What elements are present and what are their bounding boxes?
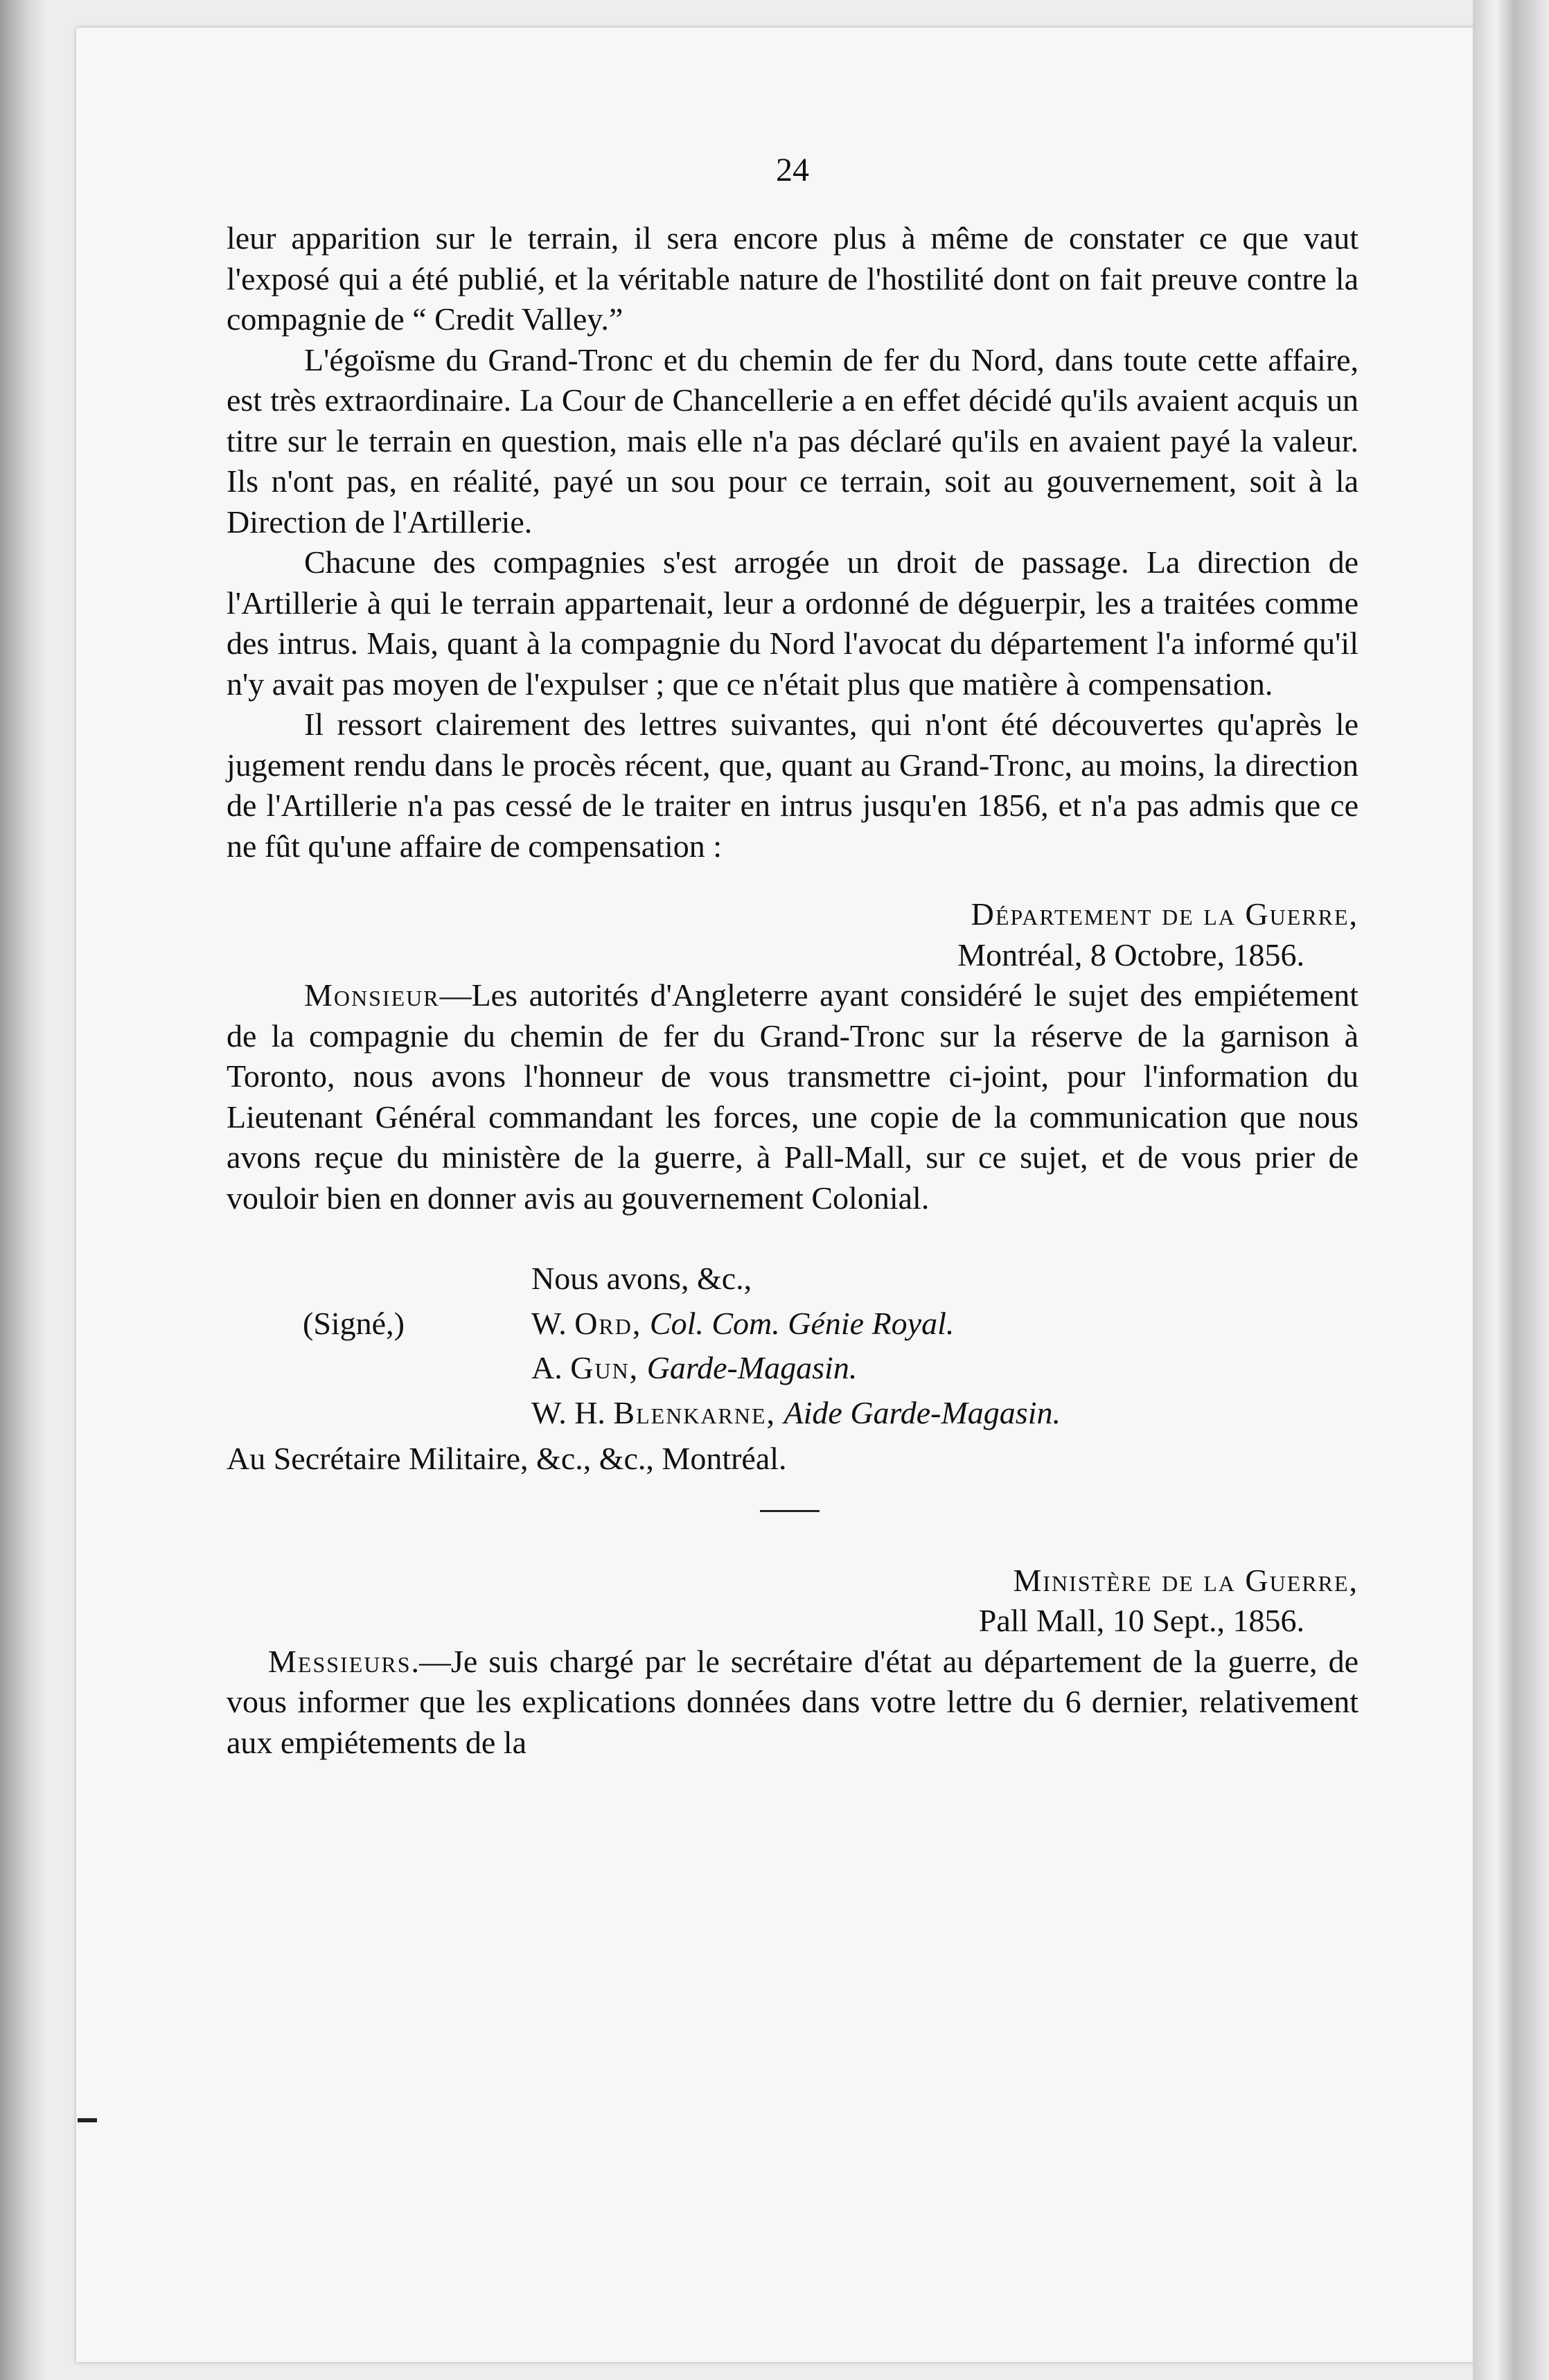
page-edges <box>1473 0 1549 2380</box>
page-number: 24 <box>776 152 809 188</box>
letter2-heading: Ministère de la Guerre, <box>1013 1562 1358 1598</box>
letter2-body <box>227 1642 1358 1764</box>
signature-3 <box>227 1393 1358 1434</box>
signed-label: (Signé,) <box>303 1305 405 1341</box>
letter1-closing: Nous avons, &c., <box>531 1261 752 1296</box>
signature-2 <box>227 1348 1358 1389</box>
letter1-salutation: Monsieur <box>304 977 440 1013</box>
letter1-heading: Département de la Guerre, <box>971 896 1358 932</box>
letter1-text: —Les autorités d'Angleterre ayant considéré le sujet des empiétement de la compagnie du chemin de fer du Grand-Tronc sur la réserve de la garnison à Toronto, nous avons l'honneur de vous transmettre ci-joint, pour l'information du Lieutenant Général commandant les forces, une copie de la communication que nous avons reçue du ministère de la guerre, à Pall-Mall, sur ce sujet, et de vous prier de vouloir bien en donner avis au gouvernement Colonial. <box>227 977 1358 1216</box>
letter2-text: .—Je suis chargé par le secrétaire d'état au département de la guerre, de vous informer que les explications données dans votre lettre du 6 dernier, relativement aux empiétements de la <box>227 1643 1358 1760</box>
signatory-surname: Ord, <box>574 1305 642 1341</box>
letter2-salutation: Messieurs <box>268 1643 411 1679</box>
signatory-title: Col. Com. Génie Royal. <box>649 1305 955 1341</box>
signatory-initials: W. H. <box>531 1394 605 1430</box>
signatory-surname: Gun, <box>570 1350 639 1385</box>
margin-mark <box>78 2118 97 2122</box>
letter1-date: Montréal, 8 Octobre, 1856. <box>957 936 1304 973</box>
signatory-initials: A. <box>531 1350 563 1385</box>
letter1-addressee: Au Secrétaire Militaire, &c., &c., Montréal. <box>227 1441 787 1476</box>
section-divider <box>760 1510 820 1512</box>
signatory-title: Garde-Magasin. <box>646 1350 858 1385</box>
signatory-title: Aide Garde-Magasin. <box>784 1394 1061 1430</box>
paragraph-1: leur apparition sur le terrain, il sera encore plus à même de constater ce que vaut l'exposé qui a été publié, et la véritable nature de l'hostilité dont on fait preuve contre la compagnie de “ Credit Valley.” <box>227 220 1358 337</box>
paragraph-4: Il ressort clairement des lettres suivantes, qui n'ont été découvertes qu'après le jugement rendu dans le procès récent, que, quant au Grand-Tronc, au moins, la direction de l'Artillerie n'a pas cessé de le traiter en intrus jusqu'en 1856, et n'a pas admis que ce ne fût qu'une affaire de compensation : <box>227 707 1358 864</box>
letter2-date: Pall Mall, 10 Sept., 1856. <box>978 1603 1304 1638</box>
paragraph-3: Chacune des compagnies s'est arrogée un droit de passage. La direction de l'Artillerie à qui le terrain appartenait, leur a ordonné de déguerpir, les a traitées comme des intrus. Mais, quant à la compagnie du Nord l'avocat du département l'a informé qu'il n'y avait pas moyen de l'expulser ; que ce n'était plus que matière à compensation. <box>227 544 1358 702</box>
paragraph-2: L'égoïsme du Grand-Tronc et du chemin de fer du Nord, dans toute cette affaire, est très extraordinaire. La Cour de Chancellerie a en effet décidé qu'ils avaient acquis un titre sur le terrain en question, mais elle n'a pas déclaré qu'ils en avaient payé la valeur. Ils n'ont pas, en réalité, payé un sou pour ce terrain, soit au gouvernement, soit à la Direction de l'Artillerie. <box>227 341 1358 540</box>
page-body <box>227 139 1358 1763</box>
signature-1 <box>227 1304 1358 1344</box>
signatory-initials: W. <box>531 1305 567 1341</box>
letter1-body <box>227 975 1358 1218</box>
book-spine-shadow <box>0 0 48 2380</box>
signatory-surname: Blenkarne, <box>613 1394 777 1430</box>
